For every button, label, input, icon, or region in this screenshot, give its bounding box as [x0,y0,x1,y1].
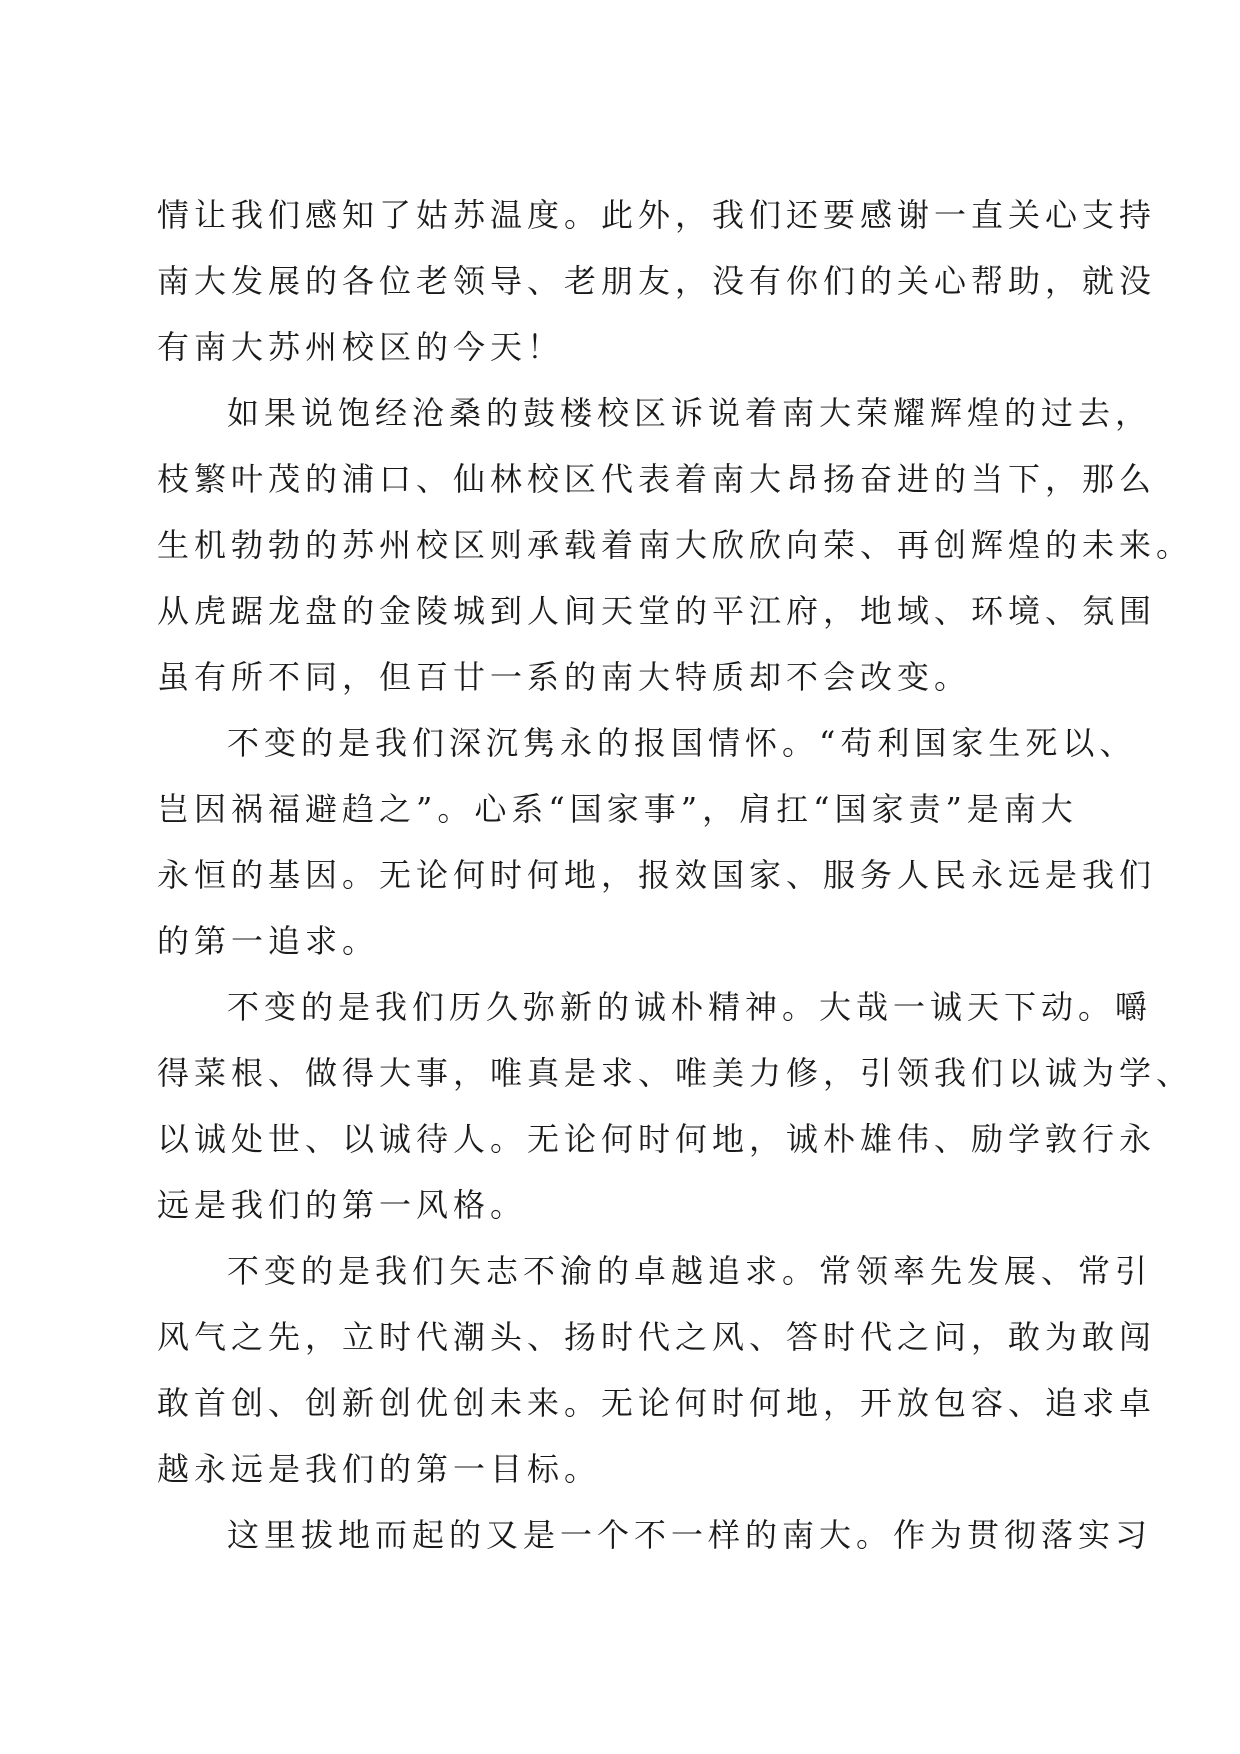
text-line: 以诚处世、以诚待人。无论何时何地，诚朴雄伟、励学敦行永 [157,1120,1157,1158]
text-line: 风气之先，立时代潮头、扬时代之风、答时代之问，敢为敢闯 [157,1318,1157,1356]
text-line: 虽有所不同，但百廿一系的南大特质却不会改变。 [157,658,972,696]
text-line: 远是我们的第一风格。 [157,1186,528,1224]
text-line: 南大发展的各位老领导、老朋友，没有你们的关心帮助，就没 [157,262,1157,300]
text-line: 生机勃勃的苏州校区则承载着南大欣欣向荣、再创辉煌的未来。 [157,526,1194,564]
paragraph-first-line: 这里拔地而起的又是一个不一样的南大。作为贯彻落实习 [227,1516,1153,1554]
text-line: 岂因祸福避趋之”。心系“国家事”，肩扛“国家责”是南大 [157,790,1078,828]
paragraph-first-line: 不变的是我们历久弥新的诚朴精神。大哉一诚天下动。嚼 [227,988,1153,1026]
paragraph-first-line: 不变的是我们矢志不渝的卓越追求。常领率先发展、常引 [227,1252,1153,1290]
text-line: 枝繁叶茂的浦口、仙林校区代表着南大昂扬奋进的当下，那么 [157,460,1157,498]
text-line: 得菜根、做得大事，唯真是求、唯美力修，引领我们以诚为学、 [157,1054,1194,1092]
text-line: 越永远是我们的第一目标。 [157,1450,602,1488]
body-text [157,182,1194,1568]
paragraph-first-line: 不变的是我们深沉隽永的报国情怀。“苟利国家生死以、 [227,724,1137,762]
text-line: 敢首创、创新创优创未来。无论何时何地，开放包容、追求卓 [157,1384,1157,1422]
paragraph-first-line: 如果说饱经沧桑的鼓楼校区诉说着南大荣耀辉煌的过去， [227,394,1153,432]
text-line: 的第一追求。 [157,922,380,960]
text-line: 从虎踞龙盘的金陵城到人间天堂的平江府，地域、环境、氛围 [157,592,1157,630]
text-line: 有南大苏州校区的今天！ [157,328,565,366]
text-line: 永恒的基因。无论何时何地，报效国家、服务人民永远是我们 [157,856,1157,894]
text-line: 情让我们感知了姑苏温度。此外，我们还要感谢一直关心支持 [157,196,1157,234]
